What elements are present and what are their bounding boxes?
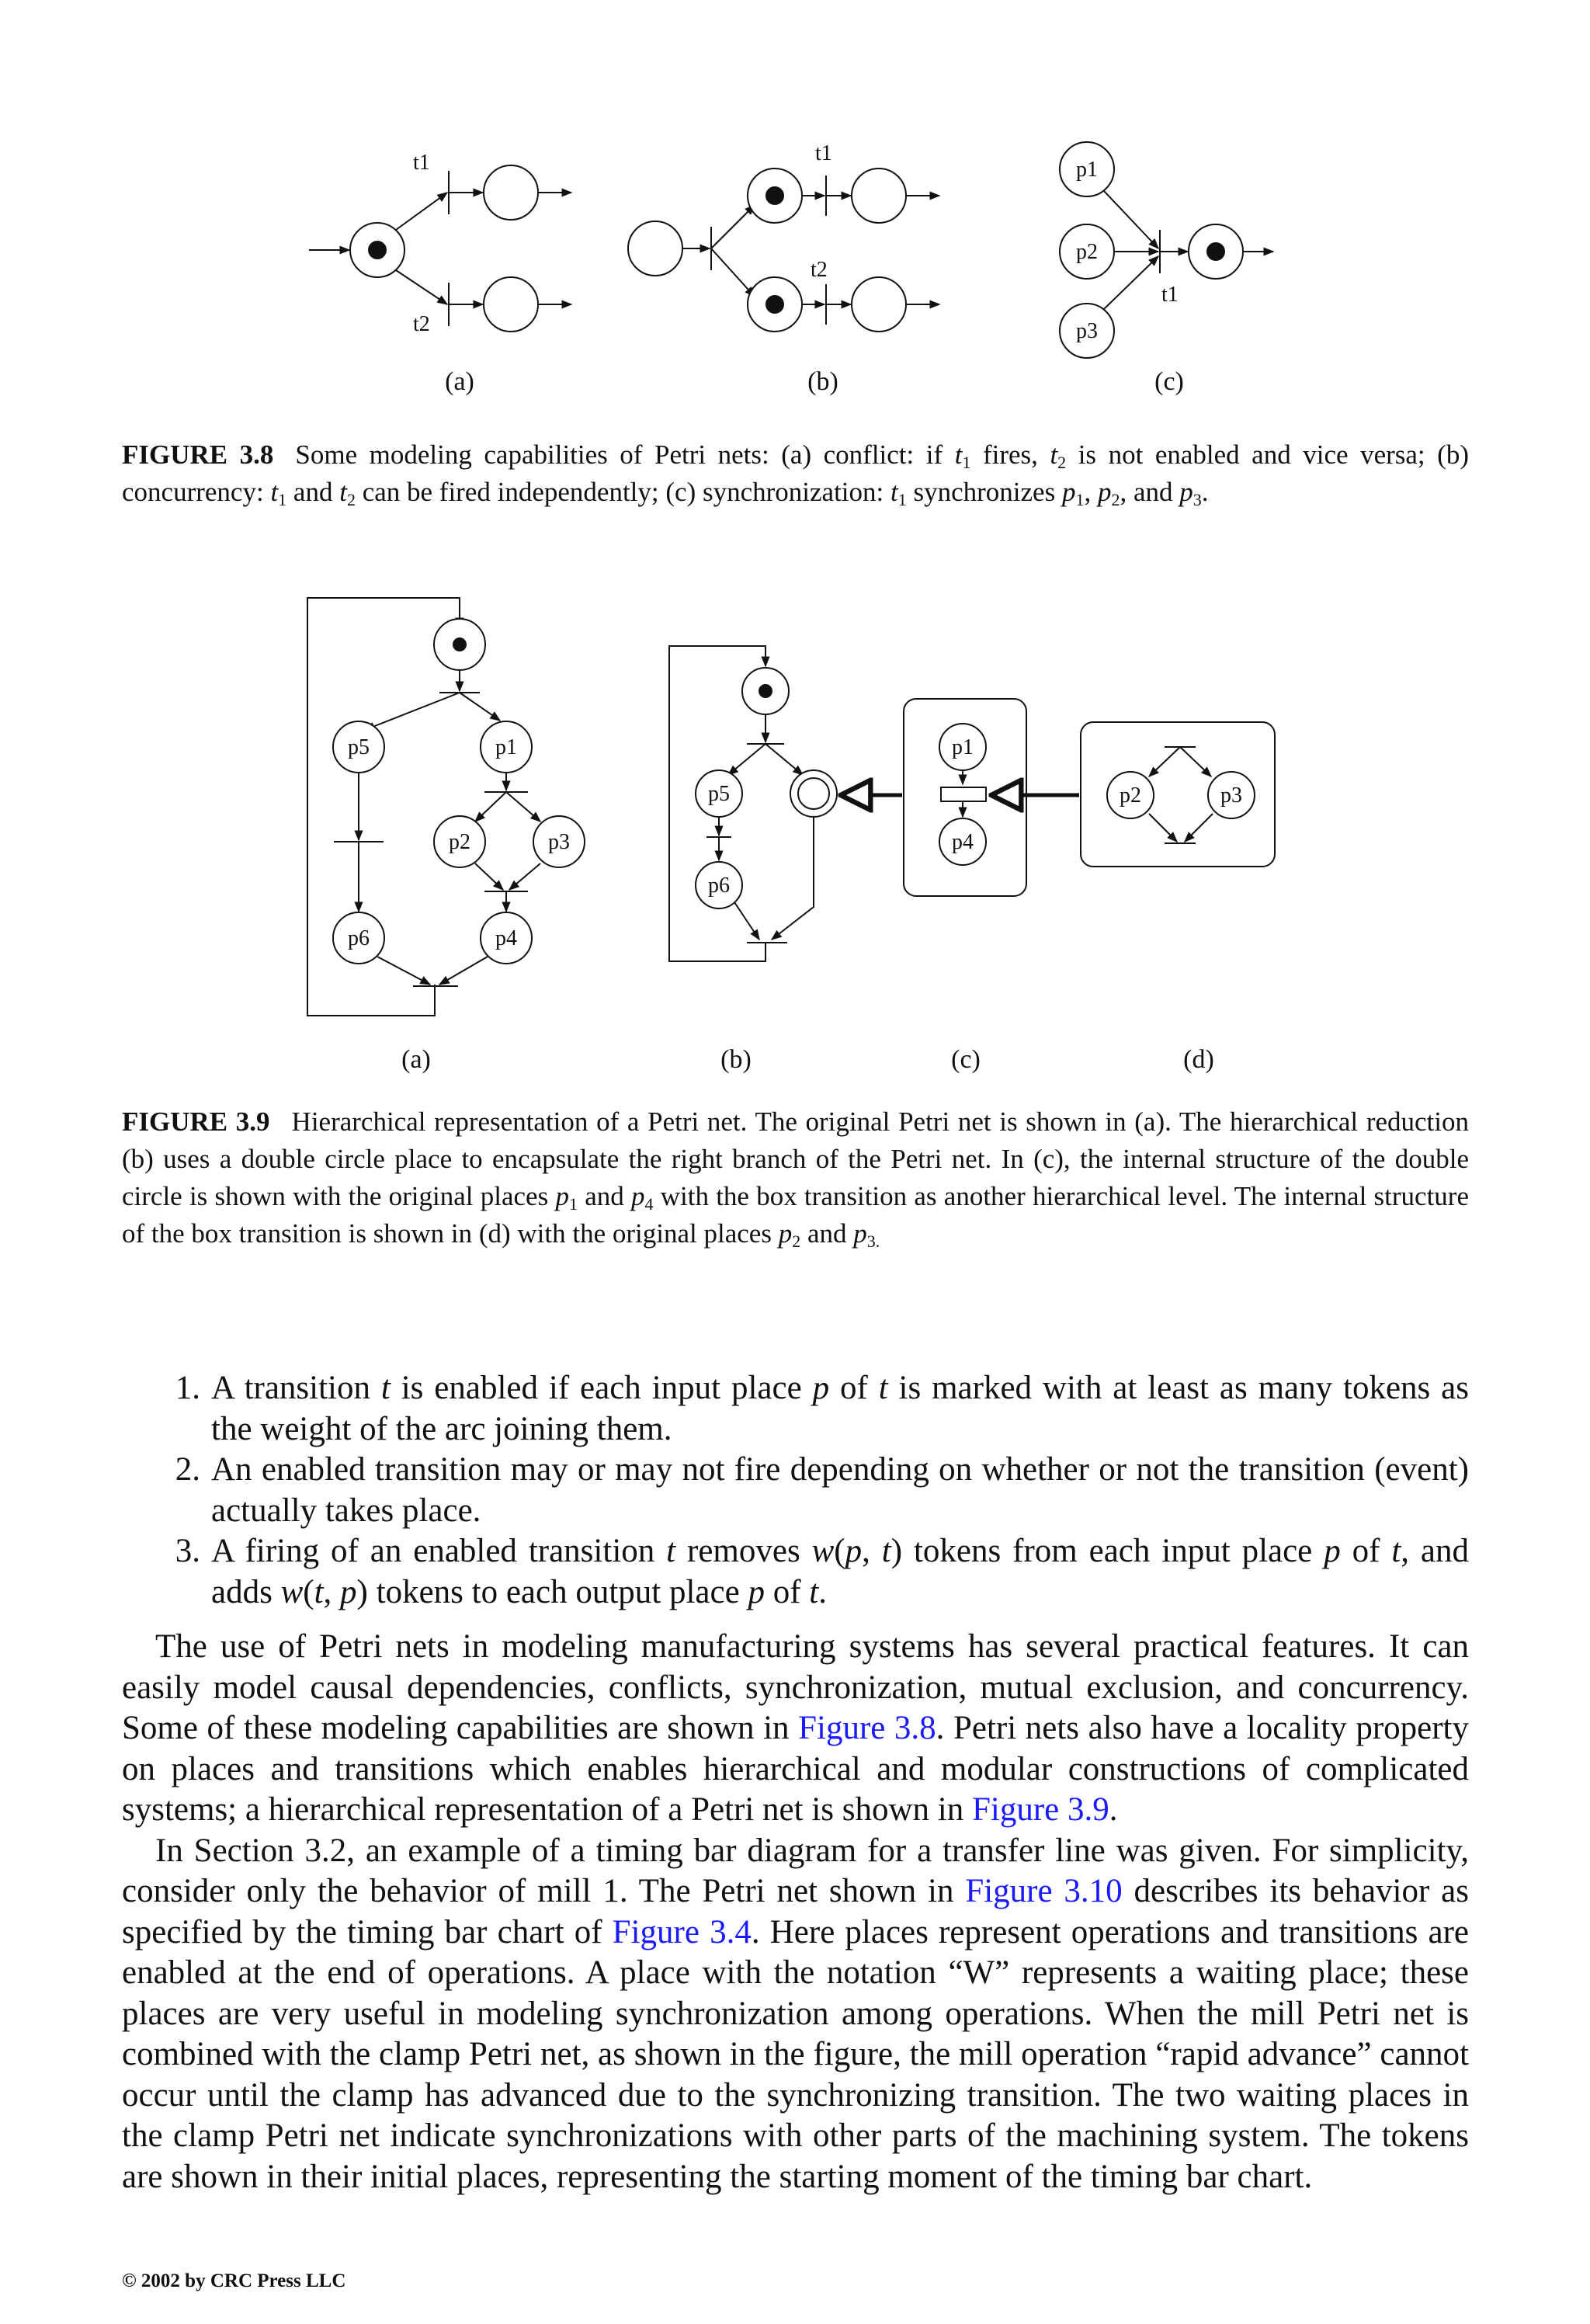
fig38a-t1-label: t1 [413,151,430,175]
fig39-panel-b [669,646,837,961]
figure-label: FIGURE 3.8 [122,439,274,470]
fig39-panel-label-d: (d) [1183,1045,1214,1074]
list-item: 2. An enabled transition may or may not fire depending on whether or not the transition (event) actually takes place. [175,1451,1469,1529]
figure-3-8-link[interactable]: Figure 3.8 [798,1710,936,1746]
token [766,187,783,204]
figure-label: FIGURE 3.9 [122,1106,270,1137]
fig39a-p2-label: p2 [449,830,470,854]
fig38b-t1-label: t1 [815,141,832,165]
fig38c-p2-label: p2 [1076,240,1098,264]
fig39a-p3-label: p3 [548,830,570,854]
fig39-panel-label-a: (a) [401,1045,431,1074]
fig39-panel-d [1081,722,1275,867]
fig39-panel-label-b: (b) [720,1045,752,1074]
paragraph-2: In Section 3.2, an example of a timing bar diagram for a transfer line was given. For simplicity, consider only the behavior of mill 1. The Petri net shown in Figure 3.10 describes its behavior as specified by the timing bar chart of Figure 3.4. Here places represent operations and transitions are enabled at the end of operations. A place with the notation “W” represents a waiting place; these places are very useful in modeling synchronization among operations. When the mill Petri net is combined with the clamp Petri net, as shown in the figure, the mill operation “rapid advance” cannot occur until the clamp has advanced due to the synchronizing transition. The two waiting places in the clamp Petri net indicate synchronizations with other parts of the machining system. The tokens are shown in their initial places, representing the starting moment of the timing bar chart. [122,1832,1469,2195]
token [369,241,386,259]
figure-3-4-link[interactable]: Figure 3.4 [612,1913,752,1951]
fig38b-t2-label: t2 [811,258,828,282]
fig38-panel-b [628,168,939,332]
figure-3-9 [287,581,1312,1078]
list-item: 1. A transition t is enabled if each input place p of t is marked with at least as many tokens as the weight of the arc joining them. [175,1370,1469,1447]
fig38c-p1-label: p1 [1076,158,1098,182]
body-text [122,1627,1469,2197]
fig39a-p4-label: p4 [495,926,517,950]
figure-3-8 [279,132,1312,412]
fig38b-output-place-1 [852,168,906,223]
fig39d-p2-label: p2 [1120,783,1141,808]
figure-3-8-caption: FIGURE 3.8 Some modeling capabilities of Petri nets: (a) conflict: if $t_1$ fires, $t_2$ is not enabled and vice versa; (b) concurrency: $t_1$ and $t_2$ can be fired independently; (c) synchronization: $t_1$ synchronizes $p_1$, $p_2$, and $p_3$. [122,439,1469,509]
fig39c-box-transition [941,787,986,801]
fig38-panel-label-a: (a) [445,367,474,396]
fig38a-t2-label: t2 [413,312,430,336]
fig39b-p6-label: p6 [708,874,730,898]
figure-3-10-link[interactable]: Figure 3.10 [965,1873,1123,1909]
paragraph-1: The use of Petri nets in modeling manufacturing systems has several practical features. It can easily model causal dependencies, conflicts, synchronization, mutual exclusion, and concurrency. Some of these modeling capabilities are shown in Figure 3.8. Petri nets also have a locality property on places and transitions which enables hierarchical and modular constructions of complicated systems; a hierarchical representation of a Petri net is shown in Figure 3.9. [122,1628,1469,1828]
token [766,296,783,313]
fig38-panel-label-b: (b) [807,367,838,396]
fig39b-p5-label: p5 [708,782,730,806]
fig38-panel-label-c: (c) [1154,367,1184,396]
fig38b-input-place [628,221,682,276]
figure-3-9-caption: FIGURE 3.9 Hierarchical representation of a Petri net. The original Petri net is shown in (a). The hierarchical reduction (b) uses a double circle place to encapsulate the right branch of the Petri net. In (c), the internal structure of the double circle is shown with the original places $p_1$ and $p_4$ with the box transition as another hierarchical level. The internal structure of the box transition is shown in (d) with the original places $p_2$ and $p_{3.}$ [122,1106,1469,1251]
fig38c-t1-label: t1 [1161,283,1179,307]
fig39a-p6-label: p6 [348,926,370,950]
fig39d-p3-label: p3 [1220,783,1242,808]
fig39a-p5-label: p5 [348,735,370,759]
fig39b-double-circle-inner [798,778,829,809]
figure-3-9-link[interactable]: Figure 3.9 [972,1791,1109,1828]
list-item: 3. A firing of an enabled transition t removes w(p, t) tokens from each input place p of t, and adds w(t, p) tokens to each output place p of t. [175,1533,1470,1610]
fig39c-p4-label: p4 [952,830,974,854]
fig38b-output-place-2 [852,277,906,332]
token [759,685,772,697]
copyright-footer: © 2002 by CRC Press LLC [122,2270,346,2291]
fig39c-p1-label: p1 [952,735,974,759]
fig38c-p3-label: p3 [1076,319,1098,343]
fig39-panel-c [843,699,1079,896]
token [1207,243,1224,260]
fig38-panel-a [309,165,571,332]
fig38a-output-place-2 [484,277,538,332]
fig38a-output-place-1 [484,165,538,220]
fig39a-p1-label: p1 [495,735,517,759]
fig39-panel-label-c: (c) [951,1045,981,1074]
firing-rules-list [155,1368,1469,1613]
fig39-panel-a [307,598,585,1016]
token [453,638,466,651]
